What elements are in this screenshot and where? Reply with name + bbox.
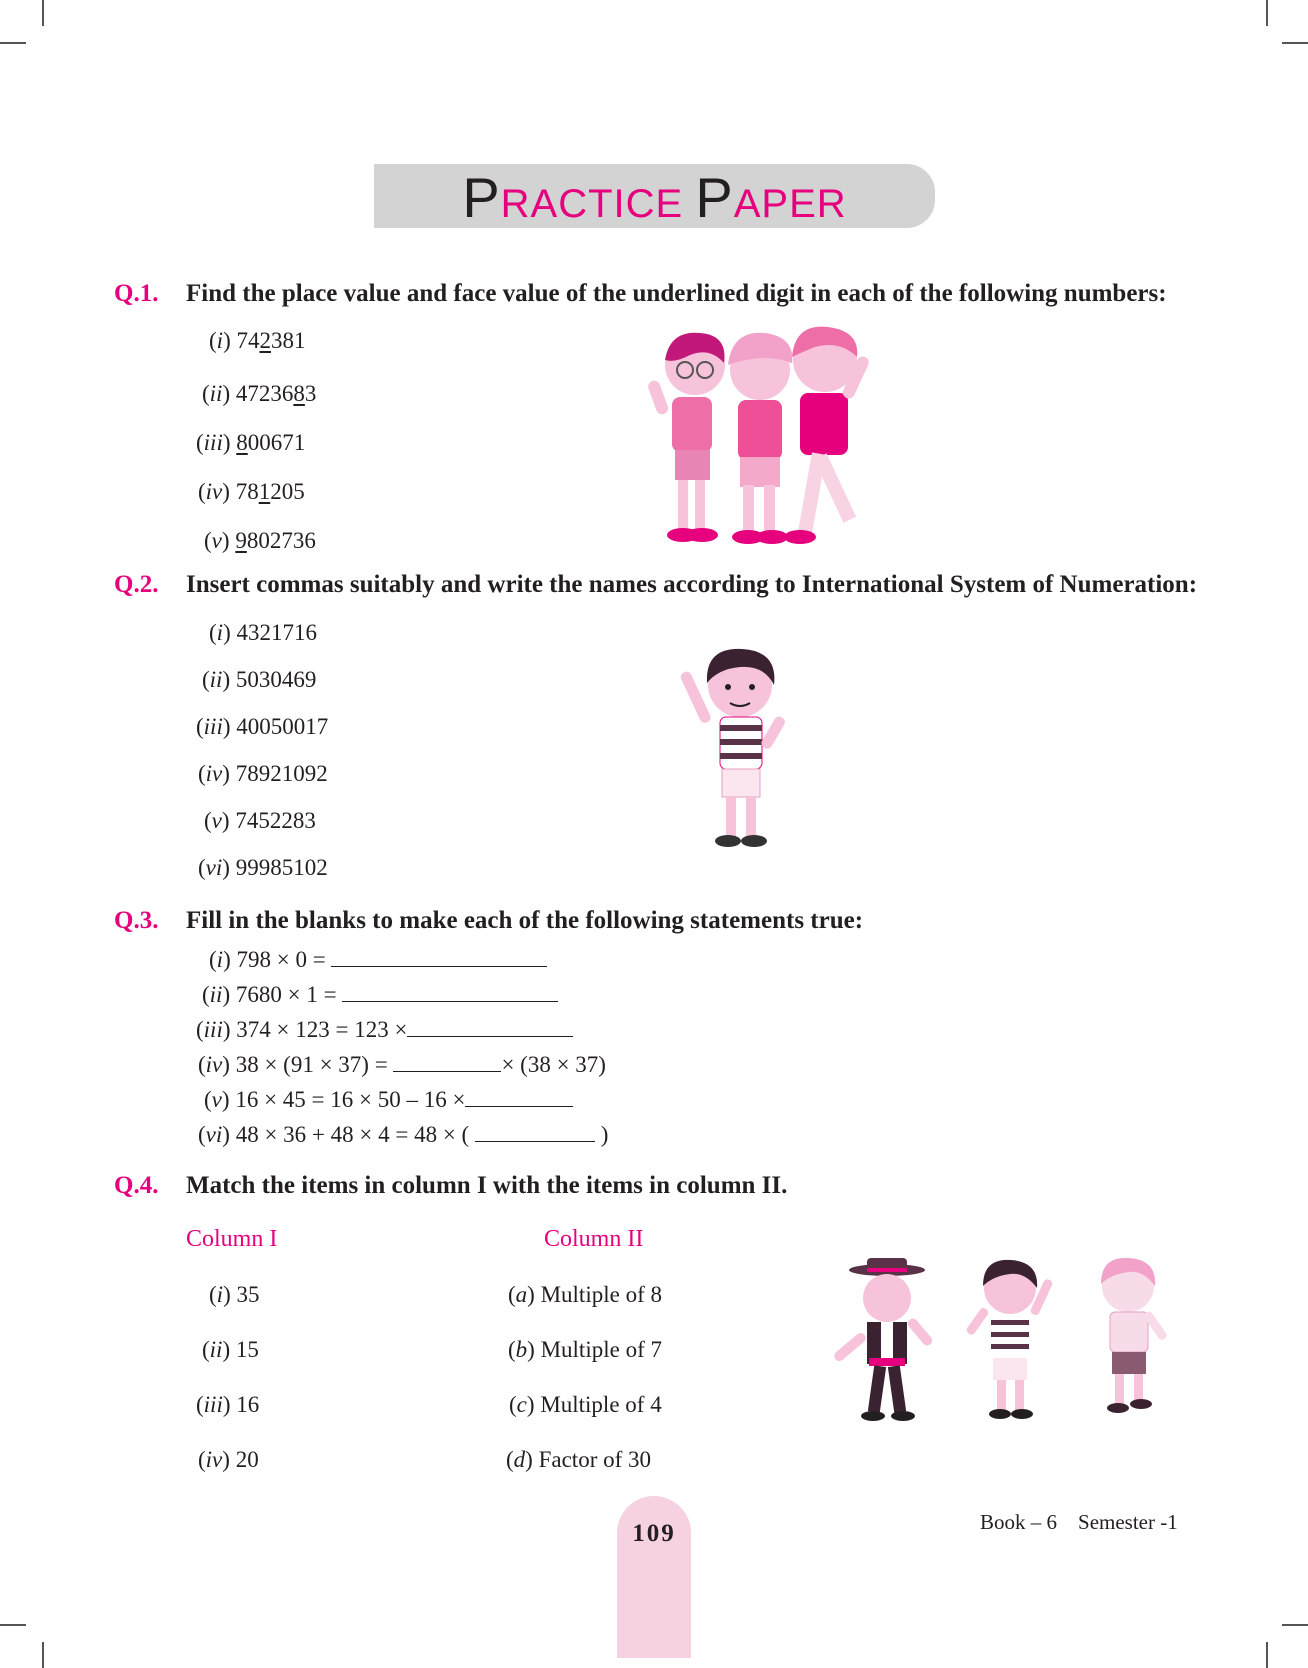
q1-item: (i) 742381 bbox=[209, 328, 306, 353]
kid-right bbox=[784, 327, 871, 544]
crop-mark bbox=[42, 0, 44, 26]
child-blond bbox=[1101, 1258, 1168, 1413]
q3-item: (ii) 7680 × 1 = bbox=[202, 979, 558, 1008]
kid-left bbox=[647, 333, 725, 542]
column-2-header: Column II bbox=[544, 1226, 644, 1252]
answer-blank[interactable] bbox=[407, 1014, 573, 1037]
answer-blank[interactable] bbox=[475, 1119, 595, 1142]
book-info: Book – 6 Semester -1 bbox=[980, 1510, 1178, 1534]
column-2-item: (b) Multiple of 7 bbox=[508, 1337, 662, 1362]
page-number-tab bbox=[617, 1496, 691, 1658]
column-1-item: (ii) 15 bbox=[202, 1337, 259, 1362]
question-number: Q.2. bbox=[114, 571, 159, 598]
q1-item: (v) 9802736 bbox=[204, 528, 316, 553]
question-text: Match the items in column I with the items in column II. bbox=[186, 1172, 788, 1199]
column-2-item: (a) Multiple of 8 bbox=[508, 1282, 662, 1307]
answer-blank[interactable] bbox=[465, 1084, 573, 1107]
q2-item: (ii) 5030469 bbox=[202, 667, 317, 692]
q3-item: (iii) 374 × 123 = 123 × bbox=[196, 1014, 573, 1043]
three-kids-illustration bbox=[650, 325, 890, 565]
question-text: Fill in the blanks to make each of the following statements true: bbox=[186, 907, 864, 934]
q3-item: (i) 798 × 0 = bbox=[209, 944, 547, 973]
child-waving bbox=[965, 1260, 1053, 1419]
kid-middle bbox=[728, 333, 800, 544]
column-1-item: (i) 35 bbox=[209, 1282, 260, 1307]
question-text: Find the place value and face value of the underlined digit in each of the following numbers: bbox=[186, 280, 1167, 307]
answer-blank[interactable] bbox=[393, 1049, 501, 1072]
page-title: PRACTICE PAPER bbox=[462, 166, 847, 229]
q2-item: (vi) 99985102 bbox=[198, 855, 328, 880]
column-2-item: (c) Multiple of 4 bbox=[509, 1392, 662, 1417]
question-text: Insert commas suitably and write the names according to International System of Numeration: bbox=[186, 571, 1198, 598]
q2-item: (i) 4321716 bbox=[209, 620, 317, 645]
question-number: Q.4. bbox=[114, 1172, 159, 1199]
three-children-illustration bbox=[845, 1258, 1175, 1428]
q3-item: (iv) 38 × (91 × 37) = × (38 × 37) bbox=[198, 1049, 606, 1078]
page-number: 109 bbox=[632, 1520, 676, 1547]
answer-blank[interactable] bbox=[331, 944, 547, 967]
q1-item: (ii) 4723683 bbox=[202, 381, 317, 406]
crop-mark bbox=[0, 42, 26, 44]
q3-item: (vi) 48 × 36 + 48 × 4 = 48 × ( ) bbox=[198, 1119, 608, 1148]
crop-mark bbox=[1282, 42, 1308, 44]
crop-mark bbox=[1266, 0, 1268, 26]
question-number: Q.1. bbox=[114, 280, 159, 307]
q1-item: (iv) 781205 bbox=[198, 479, 305, 504]
q1-item: (iii) 800671 bbox=[196, 430, 306, 455]
q2-item: (iii) 40050017 bbox=[196, 714, 329, 739]
crop-mark bbox=[1282, 1624, 1308, 1626]
column-1-item: (iv) 20 bbox=[198, 1447, 259, 1472]
crop-mark bbox=[1266, 1642, 1268, 1668]
column-1-header: Column I bbox=[186, 1226, 278, 1252]
crop-mark bbox=[42, 1642, 44, 1668]
title-banner bbox=[374, 164, 935, 228]
column-2-item: (d) Factor of 30 bbox=[506, 1447, 652, 1472]
waving-boy-illustration bbox=[680, 645, 800, 855]
child-with-hat bbox=[832, 1258, 934, 1421]
crop-mark bbox=[0, 1624, 26, 1626]
question-number: Q.3. bbox=[114, 907, 159, 934]
q2-item: (iv) 78921092 bbox=[198, 761, 328, 786]
q3-item: (v) 16 × 45 = 16 × 50 – 16 × bbox=[204, 1084, 573, 1113]
answer-blank[interactable] bbox=[342, 979, 558, 1002]
column-1-item: (iii) 16 bbox=[196, 1392, 260, 1417]
q2-item: (v) 7452283 bbox=[204, 808, 316, 833]
